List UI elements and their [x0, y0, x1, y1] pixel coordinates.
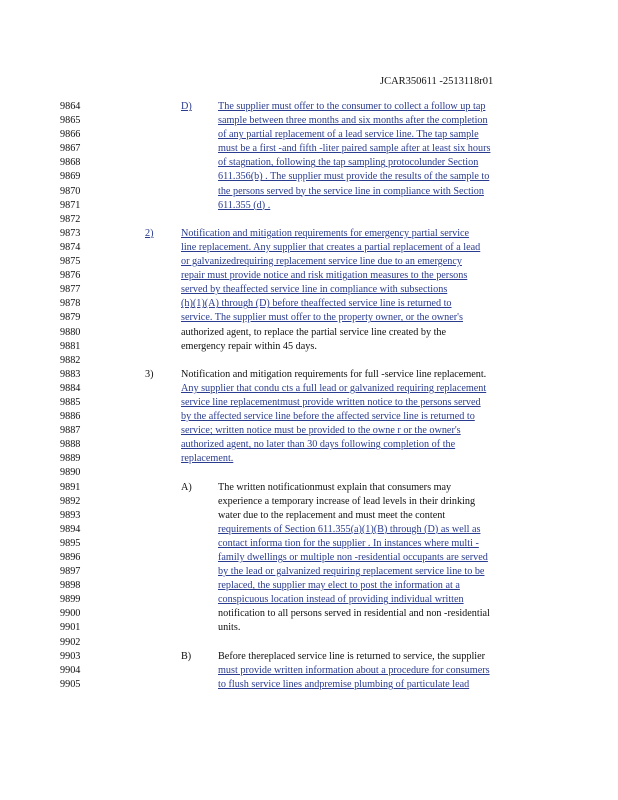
line-text: 611.355 (d) . — [218, 199, 271, 211]
line-text: Before thereplaced service line is returned to service, the supplier — [218, 650, 486, 662]
document-line — [0, 678, 618, 692]
document-line — [0, 114, 618, 128]
document-line — [0, 142, 618, 156]
document-line — [0, 368, 618, 382]
document-line — [0, 636, 618, 650]
line-number: 9865 — [60, 115, 81, 127]
line-text: of any partial replacement of a lead service line. The tap sample — [218, 129, 479, 141]
document-line — [0, 199, 618, 213]
document-line — [0, 579, 618, 593]
line-number: 9896 — [60, 552, 81, 563]
section-label: B) — [181, 650, 192, 662]
document-line — [0, 269, 618, 283]
line-text: Notification and mitigation requirements for emergency partial service — [181, 227, 470, 239]
document-line — [0, 297, 618, 311]
line-number: 9889 — [60, 453, 81, 465]
line-text: units. — [218, 622, 241, 634]
line-number: 9872 — [60, 213, 81, 225]
document-line — [0, 227, 618, 241]
line-text: sample between three months and six months after the completion — [218, 115, 488, 127]
line-number: 9874 — [60, 241, 81, 253]
line-number: 9873 — [60, 227, 81, 239]
line-text: line replacement. Any supplier that creates a partial replacement of a lead — [181, 241, 481, 253]
line-text: service; written notice must be provided to the owne r or the owner's — [181, 425, 461, 437]
line-text: by the lead or galvanized requiring replacement service line to be — [218, 566, 485, 578]
line-number: 9878 — [60, 298, 81, 310]
line-number: 9895 — [60, 537, 81, 549]
line-number: 9898 — [60, 580, 81, 592]
line-text: Notification and mitigation requirements for full -service line replacement. — [181, 368, 487, 380]
section-label: A) — [181, 481, 192, 493]
line-text: The supplier must offer to the consumer to collect a follow up tap — [218, 101, 486, 112]
line-number: 9869 — [60, 171, 81, 183]
line-number: 9893 — [60, 509, 81, 521]
line-text: 611.356(b) . The supplier must provide the results of the sample to — [218, 171, 490, 183]
line-number: 9900 — [60, 608, 81, 620]
document-line — [0, 650, 618, 664]
document-line — [0, 241, 618, 255]
line-text: the persons served by the service line in compliance with Section — [218, 185, 484, 197]
document-line — [0, 382, 618, 396]
line-number: 9879 — [60, 312, 81, 324]
document-line — [0, 551, 618, 565]
line-number: 9868 — [60, 157, 81, 169]
document-line — [0, 283, 618, 297]
document-line — [0, 128, 618, 142]
line-text: experience a temporary increase of lead levels in their drinking — [218, 495, 476, 507]
line-text: water due to the replacement and must meet the content — [218, 509, 446, 521]
line-number: 9891 — [60, 481, 81, 493]
line-number: 9885 — [60, 396, 81, 408]
line-text: served by theaffected service line in compliance with subsections — [181, 284, 448, 296]
line-text: family dwellings or multiple non -residential occupants are served — [218, 552, 488, 563]
document-line — [0, 100, 618, 114]
line-text: conspicuous location instead of providing individual written — [218, 594, 464, 606]
section-label: D) — [181, 101, 192, 112]
line-number: 9871 — [60, 199, 81, 211]
line-text: authorized agent, to replace the partial service line created by the — [181, 326, 447, 338]
document-line — [0, 509, 618, 523]
line-number: 9875 — [60, 256, 81, 268]
document-line — [0, 255, 618, 269]
document-line — [0, 185, 618, 199]
document-id-header: JCAR350611 -2513118r01 — [380, 76, 494, 87]
line-number: 9897 — [60, 566, 81, 578]
document-line — [0, 354, 618, 368]
line-number: 9903 — [60, 650, 81, 662]
line-number: 9883 — [60, 368, 81, 380]
line-text: must provide written information about a procedure for consumers — [218, 664, 490, 676]
line-text: notification to all persons served in residential and non -residential — [218, 608, 490, 620]
line-text: repair must provide notice and risk mitigation measures to the persons — [181, 270, 468, 282]
line-number: 9882 — [60, 354, 81, 366]
line-number: 9902 — [60, 636, 81, 648]
document-line — [0, 424, 618, 438]
line-number: 9870 — [60, 185, 81, 197]
line-text: The written notificationmust explain that consumers may — [218, 481, 452, 493]
line-number: 9888 — [60, 439, 81, 451]
line-number: 9877 — [60, 284, 81, 296]
section-label: 2) — [145, 227, 154, 239]
line-number: 9866 — [60, 129, 81, 141]
line-text: must be a first -and fifth -liter paired sample after at least six hours — [218, 143, 491, 155]
line-text: replaced, the supplier may elect to post the information at a — [218, 580, 460, 592]
line-text: service line replacementmust provide written notice to the persons served — [181, 396, 481, 408]
line-text: replacement. — [181, 453, 234, 465]
document-line — [0, 326, 618, 340]
line-number: 9890 — [60, 467, 81, 479]
line-number: 9901 — [60, 622, 81, 634]
line-number: 9894 — [60, 523, 81, 535]
document-line — [0, 452, 618, 466]
line-text: of stagnation, following the tap sampling protocolunder Section — [218, 157, 479, 169]
line-number: 9884 — [60, 382, 81, 394]
line-number: 9899 — [60, 594, 81, 606]
line-number: 9864 — [60, 101, 81, 112]
document-line — [0, 410, 618, 424]
document-line — [0, 593, 618, 607]
line-text: or galvanizedrequiring replacement service line due to an emergency — [181, 256, 462, 268]
document-line — [0, 481, 618, 495]
document-line — [0, 607, 618, 621]
document-line — [0, 466, 618, 480]
line-text: emergency repair within 45 days. — [181, 340, 317, 352]
document-line — [0, 523, 618, 537]
line-text: Any supplier that condu cts a full lead or galvanized requiring replacement — [181, 382, 487, 394]
line-text: service. The supplier must offer to the property owner, or the owner's — [181, 312, 463, 324]
line-number: 9887 — [60, 425, 81, 437]
line-number: 9881 — [60, 340, 81, 352]
line-number: 9876 — [60, 270, 81, 282]
document-line — [0, 495, 618, 509]
document-line — [0, 396, 618, 410]
document-line — [0, 565, 618, 579]
document-line — [0, 340, 618, 354]
line-number: 9867 — [60, 143, 81, 155]
line-text: (h)(1)(A) through (D) before theaffected service line is returned to — [181, 298, 452, 310]
document-line — [0, 311, 618, 325]
line-text: contact informa tion for the supplier . In instances where multi - — [218, 537, 479, 549]
document-line — [0, 537, 618, 551]
section-label: 3) — [145, 368, 154, 380]
line-number: 9892 — [60, 495, 81, 507]
document-line — [0, 170, 618, 184]
document-line — [0, 156, 618, 170]
line-text: authorized agent, no later than 30 days following completion of the — [181, 439, 456, 451]
document-line — [0, 438, 618, 452]
line-number: 9880 — [60, 326, 81, 338]
document-line — [0, 621, 618, 635]
line-number: 9904 — [60, 664, 81, 676]
line-text: by the affected service line before the affected service line is returned to — [181, 411, 475, 423]
document-line — [0, 664, 618, 678]
line-text: to flush service lines andpremise plumbing of particulate lead — [218, 678, 470, 690]
line-number: 9886 — [60, 411, 81, 423]
line-text: requirements of Section 611.355(a)(1)(B) through (D) as well as — [218, 523, 481, 535]
line-number: 9905 — [60, 678, 81, 690]
document-body — [0, 100, 618, 692]
document-line — [0, 213, 618, 227]
